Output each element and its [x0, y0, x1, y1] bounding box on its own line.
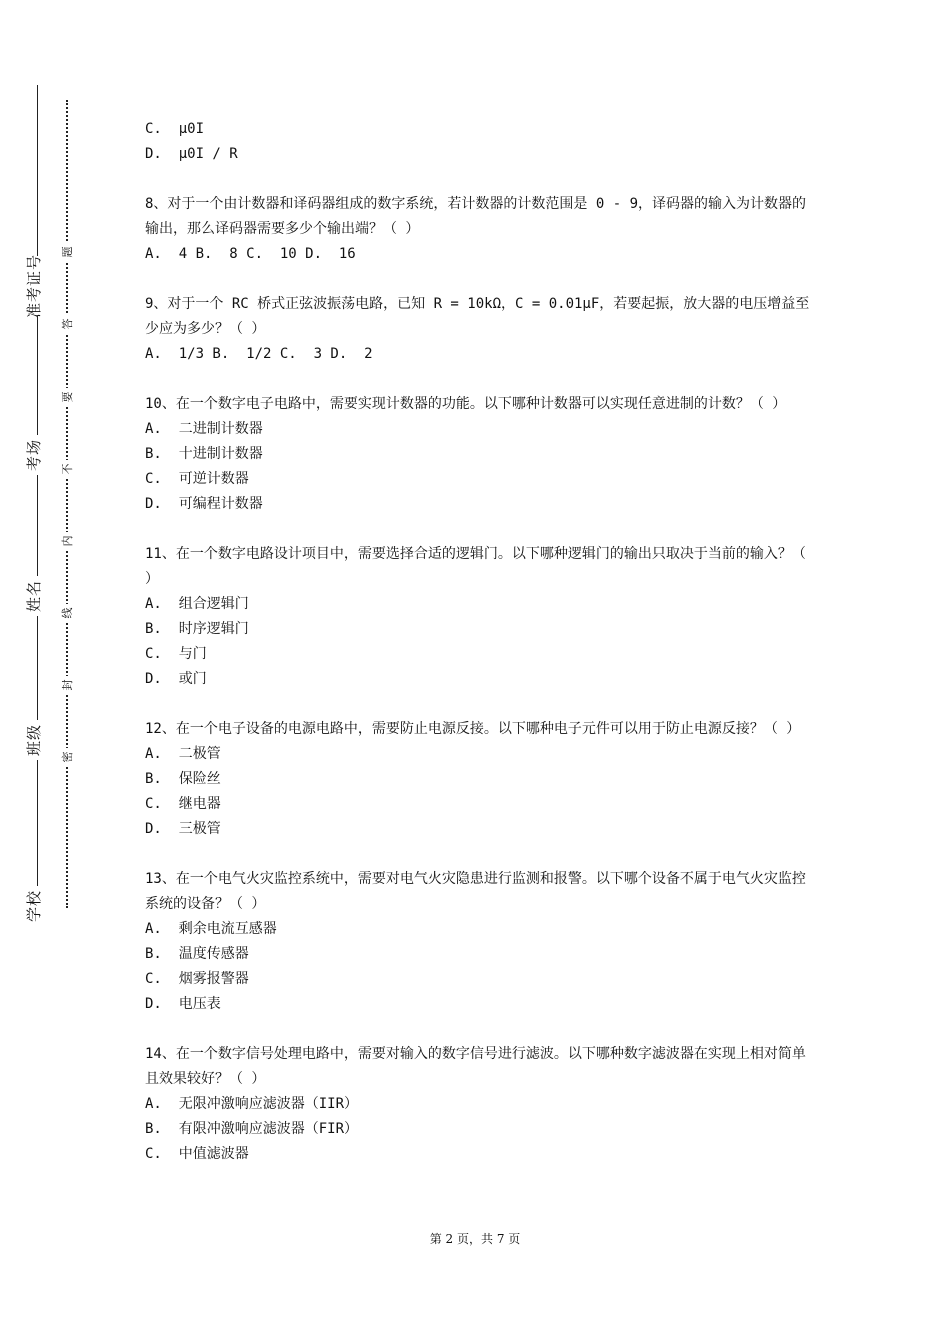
option: C. 继电器: [145, 796, 221, 812]
question-stem: 8、对于一个由计数器和译码器组成的数字系统，若计数器的计数范围是 0 - 9，译码器的输入为计数器的输出，那么译码器需要多少个输出端？（ ）: [145, 196, 806, 237]
option: D. 可编程计数器: [145, 496, 263, 512]
question-9: [145, 292, 810, 367]
question-stem: 12、在一个电子设备的电源电路中，需要防止电源反接。以下哪种电子元件可以用于防止电源反接？（ ）: [145, 721, 801, 737]
option: B. 温度传感器: [145, 946, 249, 962]
seal-char: 密: [58, 748, 76, 766]
option: B. 时序逻辑门: [145, 621, 249, 637]
school-label: 学校: [20, 886, 46, 926]
seal-dotted-line: [66, 100, 68, 908]
binding-solid-line: [37, 85, 38, 920]
option: C. 中值滤波器: [145, 1146, 249, 1162]
option: C. 与门: [145, 646, 207, 662]
option: A. 1/3 B. 1/2 C. 3 D. 2: [145, 346, 373, 362]
option: B. 保险丝: [145, 771, 221, 787]
option: D. μ0I / R: [145, 146, 238, 162]
option: A. 剩余电流互感器: [145, 921, 277, 937]
question-stem: 10、在一个数字电子电路中，需要实现计数器的功能。以下哪种计数器可以实现任意进制的计数？（ ）: [145, 396, 787, 412]
option: D. 电压表: [145, 996, 221, 1012]
name-label: 姓名: [20, 576, 46, 616]
question-stem: 11、在一个数字电路设计项目中，需要选择合适的逻辑门。以下哪种逻辑门的输出只取决于当前的输入？（ ）: [145, 546, 815, 587]
question-8: [145, 192, 810, 267]
question-stem: 13、在一个电气火灾监控系统中，需要对电气火灾隐患进行监测和报警。以下哪个设备不属于电气火灾监控系统的设备？（ ）: [145, 871, 806, 912]
question-7-tail: [145, 117, 810, 167]
option: A. 无限冲激响应滤波器（IIR）: [145, 1096, 359, 1112]
question-10: [145, 392, 810, 517]
option: C. 烟雾报警器: [145, 971, 249, 987]
option: C. μ0I: [145, 121, 205, 137]
option: A. 4 B. 8 C. 10 D. 16: [145, 246, 356, 262]
question-stem: 14、在一个数字信号处理电路中，需要对输入的数字信号进行滤波。以下哪种数字滤波器在实现上相对简单且效果较好？（ ）: [145, 1046, 806, 1087]
seal-char: 线: [58, 604, 76, 622]
question-14: [145, 1042, 810, 1167]
option: C. 可逆计数器: [145, 471, 249, 487]
option: A. 二进制计数器: [145, 421, 263, 437]
exam-room-label: 考场: [20, 435, 46, 475]
seal-char: 内: [58, 532, 76, 550]
seal-char: 答: [58, 315, 76, 333]
page-footer: 第 2 页，共 7 页: [429, 1232, 521, 1246]
option: B. 有限冲激响应滤波器（FIR）: [145, 1121, 359, 1137]
class-label: 班级: [20, 720, 46, 760]
question-13: [145, 867, 810, 1017]
option: B. 十进制计数器: [145, 446, 263, 462]
seal-char: 要: [58, 388, 76, 406]
binding-margin: [0, 0, 90, 1344]
question-11: [145, 542, 815, 692]
option: D. 三极管: [145, 821, 221, 837]
option: A. 组合逻辑门: [145, 596, 249, 612]
seal-char: 不: [58, 460, 76, 478]
option: A. 二极管: [145, 746, 221, 762]
question-12: [145, 717, 810, 842]
question-stem: 9、对于一个 RC 桥式正弦波振荡电路，已知 R = 10kΩ，C = 0.01μF，若要起振，放大器的电压增益至少应为多少？（ ）: [145, 296, 810, 337]
seal-char: 封: [58, 676, 76, 694]
seal-char: 题: [58, 243, 76, 261]
admission-number-label: 准考证号: [20, 256, 46, 316]
option: D. 或门: [145, 671, 207, 687]
question-content: [145, 117, 815, 1192]
